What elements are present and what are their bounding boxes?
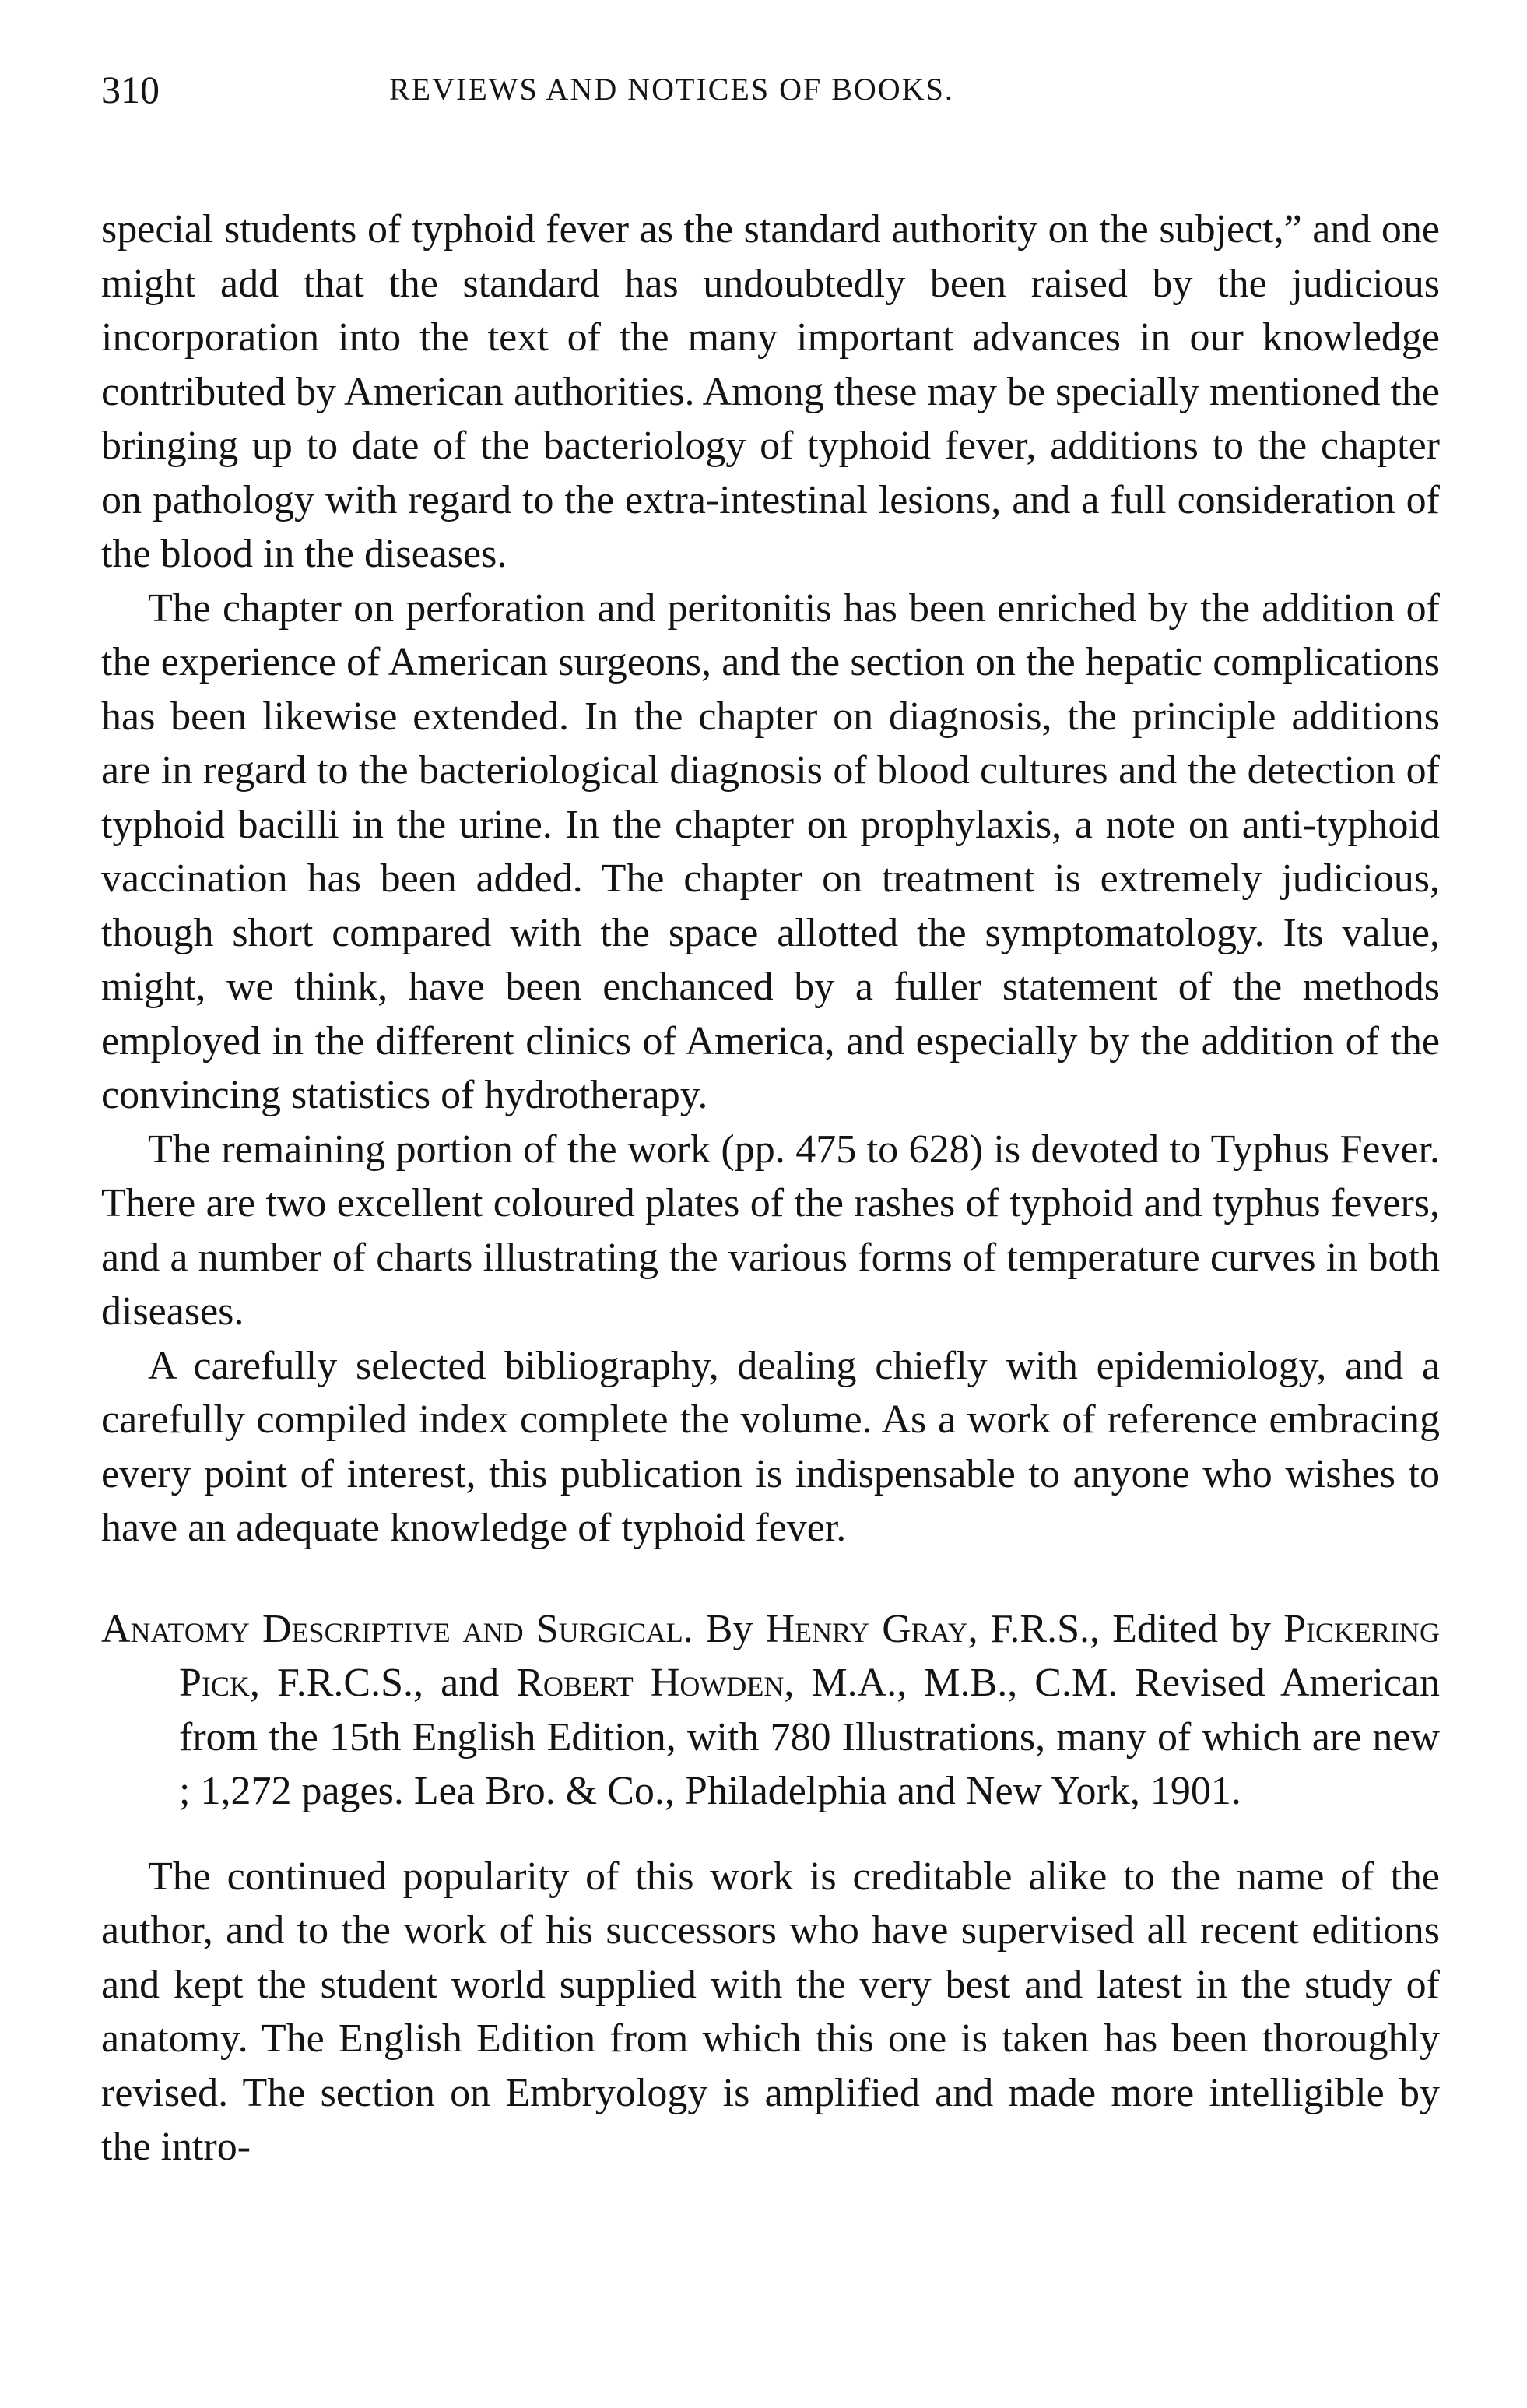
paragraph-perforation: The chapter on perforation and peritonitis has been enriched by the addition of the experience of American surgeons, and the section on the hepatic complications has been likewise extended. In the chapter on diagnosis, the principle additions are in regard to the bacteriological diagnosis of blood cultures and the detection of typhoid bacilli in the urine. In the chapter on prophylaxis, a note on anti-typhoid vaccination has been added. The chapter on treatment is extremely judicious, though short compared with the space allotted the symptomatology. Its value, might, we think, have been enchanced by a fuller statement of the methods employed in the different clinics of America, and especially by the addition of the convincing statistics of hydrotherapy. (101, 585, 1440, 1117)
running-title: REVIEWS AND NOTICES OF BOOKS. (389, 72, 954, 107)
paragraph-anatomy-review: The continued popularity of this work is creditable alike to the name of the author, and to the work of his successors who have supervised all recent editions and kept the student world supplied with the very best and latest in the study of anatomy. The English Edition from which this one is taken has been thoroughly revised. The section on Embryology is amplified and made more intelligible by the intro- (101, 1854, 1440, 2169)
book-title: Anatomy Descriptive and Surgical. (101, 1606, 693, 1651)
citation-by: By (693, 1606, 766, 1651)
paragraph-bibliography: A carefully selected bibliography, dealing chiefly with epidemiology, and a carefully compiled index complete the volume. As a work of reference embracing every point of interest, this publication is indispensable to anyone who wishes to have an adequate knowledge of typhoid fever. (101, 1343, 1440, 1550)
author-suffix: , F.R.S., Edited by (967, 1606, 1284, 1651)
running-head (101, 62, 1440, 117)
book-citation (101, 1602, 1440, 1819)
citation-details: , M.A., M.B., C.M. Revised American from the 15th English Edition, with 780 Illustrations, many of which are new ; 1,272 pages. Lea Bro. & Co., Philadelphia and New York, 1901. (179, 1661, 1440, 1813)
editor-suffix: , F.R.C.S., and (249, 1661, 517, 1705)
editor-name: Robert Howden (516, 1661, 785, 1705)
author-name: Henry Gray (765, 1606, 968, 1651)
book-page (101, 62, 1440, 2174)
review-text (101, 202, 1440, 2174)
paragraph-continued: special students of typhoid fever as the standard authority on the subject,” and one might add that the standard has undoubtedly been raised by the judicious incorporation into the text of the many important advances in our knowledge contributed by American authorities. Among these may be specially mentioned the bringing up to date of the bacteriology of typhoid fever, additions to the chapter on pathology with regard to the extra-intestinal lesions, and a full consideration of the blood in the diseases. (101, 207, 1440, 576)
editor-name: Pickering Pick (179, 1606, 1440, 1705)
page-number: 310 (101, 68, 160, 111)
paragraph-typhus: The remaining portion of the work (pp. 475 to 628) is devoted to Typhus Fever. There are two excellent coloured plates of the rashes of typhoid and typhus fevers, and a number of charts illustrating the various forms of temperature curves in both diseases. (101, 1127, 1440, 1334)
